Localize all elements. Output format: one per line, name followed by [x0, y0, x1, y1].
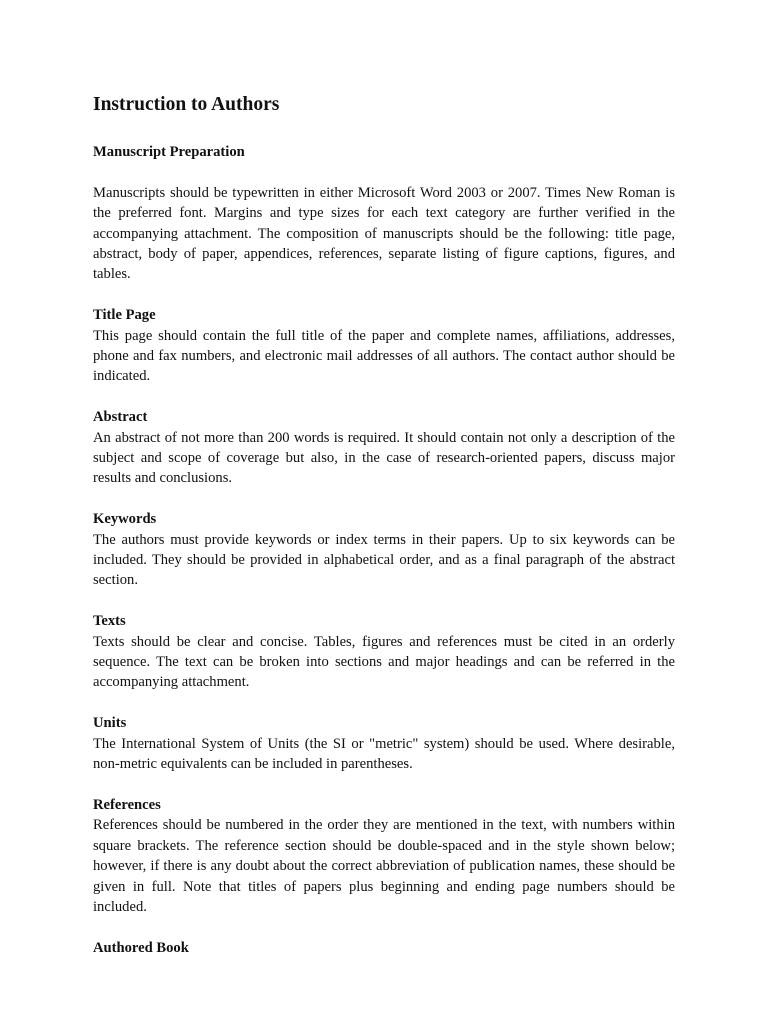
- section-heading: Abstract: [93, 409, 148, 426]
- section-manuscript-preparation: [93, 142, 675, 285]
- section-body: References should be numbered in the order they are mentioned in the text, with numbers within square brackets. The reference section should be double-spaced and in the style shown below; however, if there is any doubt about the correct abbreviation of publication names, these should be given in full. Note that titles of papers plus beginning and ending page numbers should be included.: [93, 817, 675, 915]
- section-body: The authors must provide keywords or index terms in their papers. Up to six keywords can be included. They should be provided in alphabetical order, and as a final paragraph of the abstract section.: [93, 531, 675, 589]
- section-abstract: [93, 407, 675, 489]
- section-heading: Authored Book: [93, 939, 189, 956]
- section-body: This page should contain the full title of the paper and complete names, affiliations, addresses, phone and fax numbers, and electronic mail addresses of all authors. The contact author should be indicated.: [93, 327, 675, 385]
- section-heading: Keywords: [93, 511, 157, 528]
- section-keywords: [93, 509, 675, 591]
- section-authored-book: [93, 938, 675, 958]
- document-content: [93, 92, 675, 958]
- section-heading: References: [93, 796, 161, 813]
- section-title-page: [93, 305, 675, 387]
- section-body: Manuscripts should be typewritten in either Microsoft Word 2003 or 2007. Times New Roman is the preferred font. Margins and type sizes for each text category are further verified in the accompanying attachment. The composition of manuscripts should be the following: title page, abstract, body of paper, appendices, references, separate listing of figure captions, figures, and tables.: [93, 184, 675, 283]
- section-units: [93, 713, 675, 774]
- section-heading: Title Page: [93, 307, 156, 324]
- section-body: Texts should be clear and concise. Tables, figures and references must be cited in an orderly sequence. The text can be broken into sections and major headings and can be referred in the accompanying attachment.: [93, 633, 675, 691]
- section-references: [93, 795, 675, 917]
- document-title: Instruction to Authors: [93, 94, 280, 115]
- section-texts: [93, 611, 675, 693]
- section-body: An abstract of not more than 200 words is required. It should contain not only a description of the subject and scope of coverage but also, in the case of research-oriented papers, discuss major results and conclusions.: [93, 429, 675, 487]
- section-heading: Manuscript Preparation: [93, 144, 245, 160]
- section-heading: Units: [93, 715, 127, 732]
- section-heading: Texts: [93, 613, 126, 630]
- section-body: The International System of Units (the SI or "metric" system) should be used. Where desirable, non-metric equivalents can be included in parentheses.: [93, 735, 675, 773]
